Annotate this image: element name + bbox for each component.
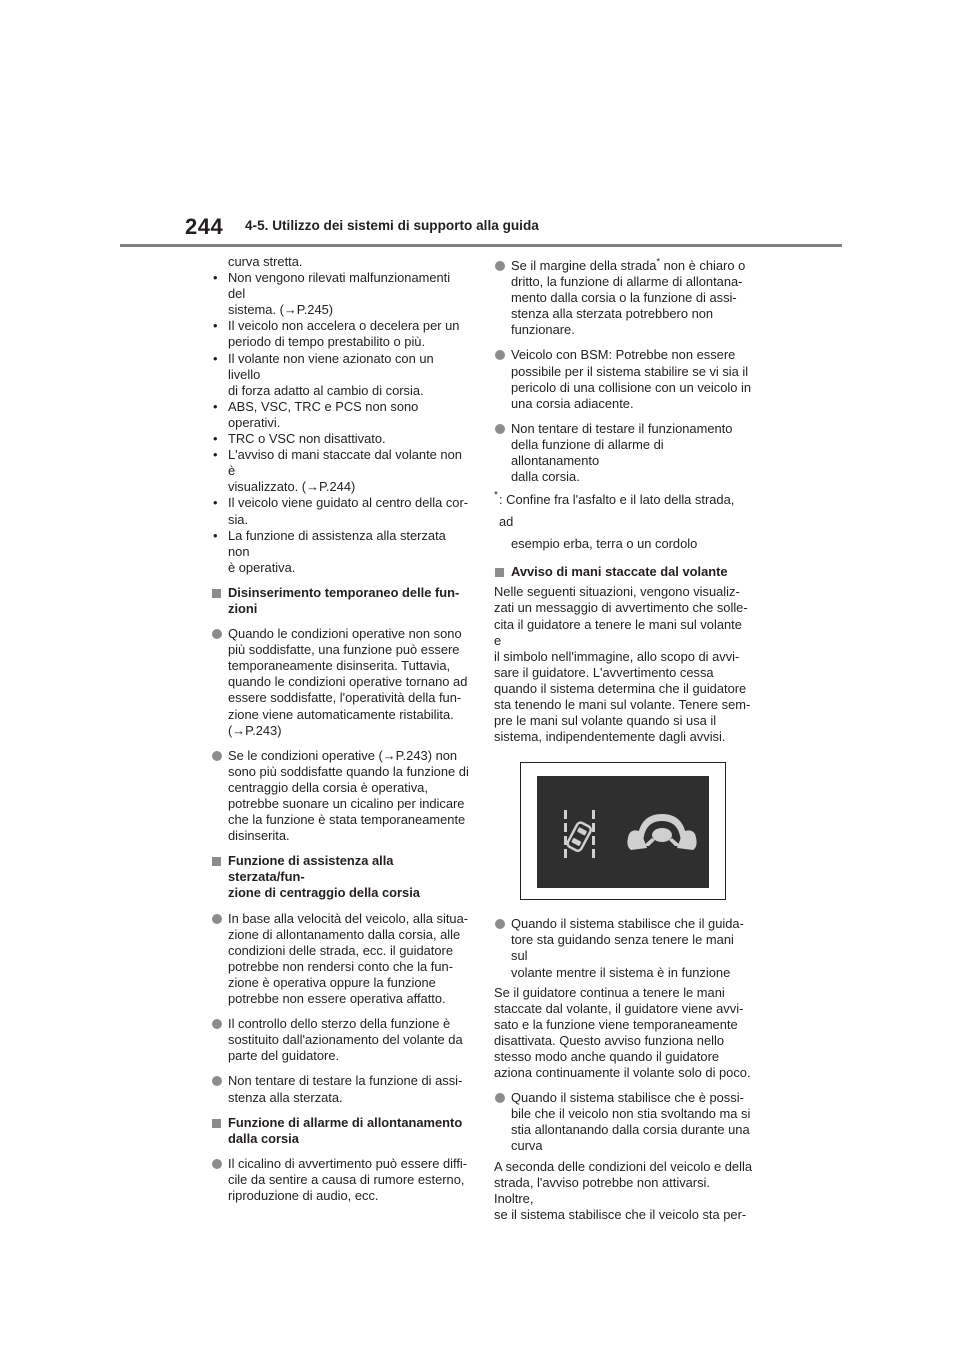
list-item: • TRC o VSC non disattivato. bbox=[213, 431, 386, 447]
circle-bullet-paragraph: Il controllo dello sterzo della funzione è sostituito dall'azionamento del volante da parte del guidatore. bbox=[211, 1016, 469, 1064]
list-item: • Il veicolo non accelera o decelera per un periodo di tempo prestabilito o più. bbox=[213, 318, 460, 350]
warning-display-svg bbox=[537, 776, 709, 888]
page-header bbox=[0, 0, 960, 250]
condition-bullet-list bbox=[211, 270, 469, 576]
circle-bullet-icon bbox=[212, 629, 222, 639]
header-rule bbox=[120, 244, 842, 247]
bullet-marker: • bbox=[213, 318, 218, 334]
circle-bullet-paragraph: In base alla velocità del veicolo, alla situa- zione di allontanamento dalla corsia, alle condizioni delle strada, ecc. il guidatore potrebbe non rendersi conto che la fun- zione è operativa oppure la funzione potrebbe non essere operativa affatto. bbox=[211, 911, 469, 1008]
list-item: • Non vengono rilevati malfunzionamenti del sistema. (→P.245) bbox=[213, 270, 451, 318]
list-item: • ABS, VSC, TRC e PCS non sono operativi. bbox=[213, 398, 419, 430]
left-column bbox=[211, 254, 469, 1204]
body-paragraph: Nelle seguenti situazioni, vengono visualiz- zati un messaggio di avvertimento che solle- cita il guidatore a tenere le mani sul volante e il simbolo nell'immagine, allo scopo di avvi- sare il guidatore. L'avvertimento cessa quando il sistema determina che il guidatore sta tenendo le mani sul volante. Tenere sem- pre le mani sul volante quando si usa il sistema, indipendentemente dagli avvisi. bbox=[494, 584, 751, 745]
circle-bullet-paragraph: Quando il sistema stabilisce che è possi- bile che il veicolo non stia svoltando ma si stia allontanando dalla corsia durante una curva bbox=[494, 1090, 752, 1154]
section-heading-lane-departure-alert: Funzione di allarme di allontanamento dalla corsia bbox=[211, 1115, 469, 1147]
bullet-marker: • bbox=[213, 270, 218, 286]
bullet-marker: • bbox=[213, 495, 218, 511]
square-marker-icon bbox=[212, 1119, 221, 1128]
circle-bullet-icon bbox=[212, 914, 222, 924]
circle-bullet-icon bbox=[495, 1093, 505, 1103]
footnote-marker: * bbox=[656, 256, 660, 267]
circle-bullet-icon bbox=[495, 261, 505, 271]
bullet-marker: • bbox=[213, 350, 218, 366]
circle-bullet-icon bbox=[495, 919, 505, 929]
bullet-marker: • bbox=[213, 398, 218, 414]
list-item: • Il veicolo viene guidato al centro della cor- sia. bbox=[213, 495, 469, 527]
right-column bbox=[494, 254, 752, 1223]
circle-bullet-icon bbox=[212, 1019, 222, 1029]
list-item: • Il volante non viene azionato con un livello di forza adatto al cambio di corsia. bbox=[213, 350, 434, 398]
circle-bullet-icon bbox=[495, 424, 505, 434]
circle-bullet-paragraph: Quando le condizioni operative non sono più soddisfatte, una funzione può essere temporaneamente disinserita. Tuttavia, quando le condizioni operative tornano ad essere soddisfatte, l'operatività della fun- zione viene automaticamente ristabilita. (→P.243) bbox=[211, 626, 469, 739]
circle-bullet-paragraph: Veicolo con BSM: Potrebbe non essere possibile per il sistema stabilire se vi sia il pericolo di una collisione con un veicolo in una corsia adiacente. bbox=[494, 347, 752, 411]
circle-bullet-icon bbox=[495, 350, 505, 360]
page-number: 244 bbox=[185, 214, 224, 239]
lane-departure-icon bbox=[564, 810, 595, 858]
hands-off-steering-wheel-icon bbox=[627, 814, 696, 850]
square-marker-icon bbox=[495, 568, 504, 577]
circle-bullet-paragraph: Non tentare di testare il funzionamento della funzione di allarme di allontanamento dalla corsia. bbox=[494, 421, 752, 485]
body-paragraph: Se il guidatore continua a tenere le mani staccate dal volante, il guidatore viene avvi- sato e la funzione viene temporaneamente disattivata. Questo avviso funziona nello stesso modo anche quando il guidatore aziona continuamente il volante solo di poco. bbox=[494, 984, 751, 1081]
circle-bullet-paragraph: Se le condizioni operative (→P.243) non sono più soddisfatte quando la funzione di centraggio della corsia è operativa, potrebbe suonare un cicalino per indicare che la funzione è stata temporaneamente disinserita. bbox=[211, 748, 469, 845]
bullet-marker: • bbox=[213, 431, 218, 447]
display-screen bbox=[537, 776, 709, 888]
section-heading-hands-off-warning: Avviso di mani staccate dal volante bbox=[494, 564, 752, 580]
square-marker-icon bbox=[212, 589, 221, 598]
body-paragraph: A seconda delle condizioni del veicolo e della strada, l'avviso potrebbe non attivarsi. Inoltre, se il sistema stabilisce che il veicolo sta per- bbox=[494, 1158, 752, 1222]
section-heading-temporary-disable: Disinserimento temporaneo delle fun- zioni bbox=[211, 585, 469, 617]
square-marker-icon bbox=[212, 857, 221, 866]
footnote: * : Confine fra l'asfalto e il lato della strada, ad esempio erba, terra o un cordolo bbox=[494, 489, 752, 555]
circle-bullet-paragraph: Se il margine della strada* non è chiaro o dritto, la funzione di allarme di allontana- mento dalla corsia o la funzione di assi- stenza alla sterzata potrebbero non funzionare. bbox=[494, 258, 752, 338]
intro-continuation: curva stretta. bbox=[228, 254, 303, 269]
circle-bullet-paragraph: Non tentare di testare la funzione di assi- stenza alla sterzata. bbox=[211, 1073, 469, 1105]
circle-bullet-icon bbox=[212, 751, 222, 761]
footnote-asterisk: * bbox=[494, 490, 498, 502]
bullet-marker: • bbox=[213, 447, 218, 463]
list-item: • L'avviso di mani staccate dal volante non è visualizzato. (→P.244) bbox=[213, 447, 462, 495]
section-title: 4-5. Utilizzo dei sistemi di supporto alla guida bbox=[245, 218, 539, 233]
circle-bullet-paragraph: Quando il sistema stabilisce che il guida- tore sta guidando senza tenere le mani sul volante mentre il sistema è in funzione bbox=[494, 916, 752, 980]
hands-off-warning-figure bbox=[520, 762, 726, 900]
circle-bullet-paragraph: Il cicalino di avvertimento può essere diffi- cile da sentire a causa di rumore esterno, riproduzione di audio, ecc. bbox=[211, 1156, 469, 1204]
circle-bullet-icon bbox=[212, 1076, 222, 1086]
section-heading-steering-assist: Funzione di assistenza alla sterzata/fun- zione di centraggio della corsia bbox=[211, 853, 469, 901]
list-item: • La funzione di assistenza alla sterzata non è operativa. bbox=[213, 527, 446, 575]
circle-bullet-icon bbox=[212, 1159, 222, 1169]
bullet-marker: • bbox=[213, 527, 218, 543]
